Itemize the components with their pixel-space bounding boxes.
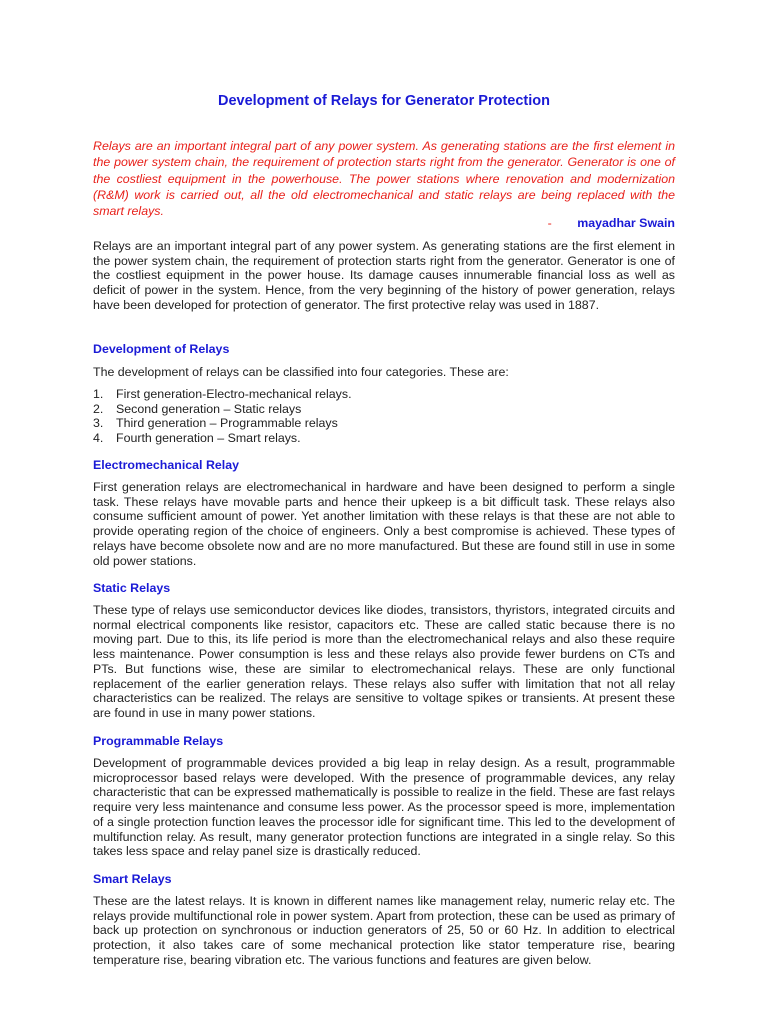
list-text: First generation-Electro-mechanical relays.	[116, 387, 352, 401]
list-text: Fourth generation – Smart relays.	[116, 430, 301, 445]
section-text-programmable: Development of programmable devices provided a big leap in relay design. As a result, programmable microprocessor based relays were developed. With the presence of programmable devices, any relay characteristic that can be expressed mathematically is possible to realize in the field. These are fast relays require very less maintenance and consume less power. As the processor speed is more, implementation of a single protection function leaves the processor idle for significant time. This led to the development of multifunction relay. As result, many generator protection functions are integrated in a single relay. So this takes less space and relay panel size is drastically reduced.	[93, 756, 675, 859]
byline-dash: -	[547, 216, 552, 230]
section-heading-electromechanical: Electromechanical Relay	[93, 458, 240, 472]
relay-generations-list	[93, 387, 352, 445]
document-title: Development of Relays for Generator Protection	[218, 93, 550, 109]
list-item	[93, 387, 352, 402]
list-number: 3.	[93, 416, 104, 431]
section-heading-smart: Smart Relays	[93, 872, 172, 886]
list-number: 2.	[93, 401, 104, 416]
section-text-development: The development of relays can be classified into four categories. These are:	[93, 365, 509, 379]
list-item	[93, 431, 352, 446]
author-byline	[548, 216, 675, 230]
section-heading-development: Development of Relays	[93, 342, 230, 356]
list-text: Second generation – Static relays	[116, 401, 302, 416]
section-text-smart: These are the latest relays. It is known in different names like management relay, numeric relay etc. The relays provide multifunctional role in power system. Apart from protection, these can be used as primary of back up protection on synchronous or induction generators of 25, 50 or 60 Hz. In addition to electrical protection, it also takes care of some mechanical protection like stator temperature rise, bearing temperature rise, bearing vibration etc. The various functions and features are given below.	[93, 894, 675, 967]
author-name: mayadhar Swain	[577, 216, 675, 230]
abstract-paragraph: Relays are an important integral part of any power system. As generating stations are the first element in the power system chain, the requirement of protection starts right from the generator. Generator is one of the costliest equipment in the powerhouse. The power stations where renovation and modernization (R&M) work is carried out, all the old electromechanical and static relays are being replaced with the smart relays.	[93, 139, 675, 219]
list-number: 4.	[93, 430, 104, 445]
list-number: 1.	[93, 387, 104, 401]
list-item	[93, 402, 352, 417]
section-text-electromechanical: First generation relays are electromechanical in hardware and have been designed to perform a single task. These relays have movable parts and hence their upkeep is a bit difficult task. These relays also consume sufficient amount of power. Yet another limitation with these relays is that these are not able to provide operating region of the choice of engineers. Only a best compromise is achieved. These types of relays have become obsolete now and are no more manufactured. But these are found still in use in some old power stations.	[93, 480, 675, 568]
section-heading-programmable: Programmable Relays	[93, 734, 224, 748]
section-heading-static: Static Relays	[93, 581, 171, 595]
intro-paragraph: Relays are an important integral part of any power system. As generating stations are the first element in the power system chain, the requirement of protection starts right from the generator. Generator is one of the costliest equipment in the power house. Its damage causes innumerable financial loss as well as deficit of power in the system. Hence, from the very beginning of the history of power generation, relays have been developed for protection of generator. The first protective relay was used in 1887.	[93, 239, 675, 312]
list-item	[93, 416, 352, 431]
section-text-static: These type of relays use semiconductor devices like diodes, transistors, thyristors, integrated circuits and normal electrical components like resistor, capacitors etc. These are called static because there is no moving part. Due to this, its life period is more than the electromechanical relays and also these require less maintenance. Power consumption is less and these relays also provide fewer burdens on CTs and PTs. But functions wise, these are similar to electromechanical relays. These are only functional replacement of the earlier generation relays. These relays also suffer with limitation that not all relay characteristics can be realized. The relays are sensitive to voltage spikes or transients. At present these are found in use in many power stations.	[93, 603, 675, 720]
list-text: Third generation – Programmable relays	[116, 416, 338, 431]
